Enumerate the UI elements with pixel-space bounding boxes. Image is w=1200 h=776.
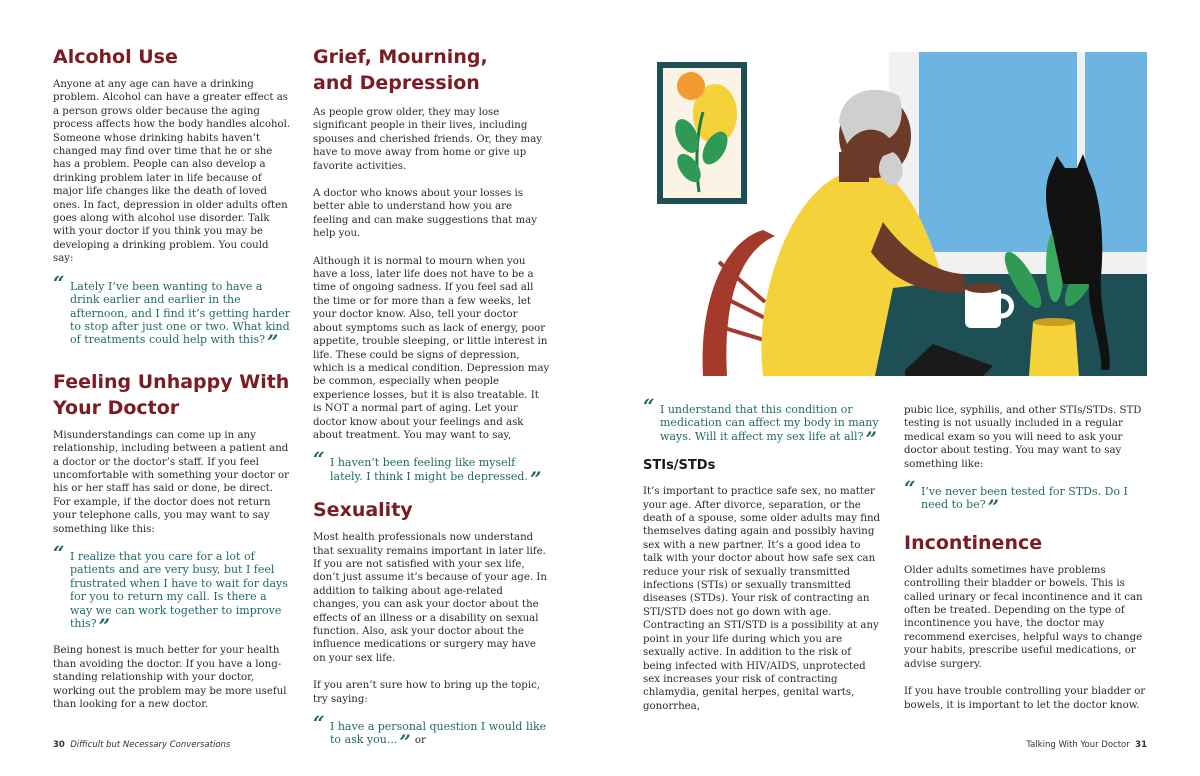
heading-grief-line1: Grief, Mourning, (313, 46, 488, 68)
illustration-man-at-table (643, 52, 1147, 376)
close-quote-icon: ” (399, 730, 411, 755)
sexuality-p1: Most health professionals now understand that sexuality remains important in later life. If you are not satisfied with your sex life, don’t just assume it’s because of your age. In addition to talking about age-related changes, you can ask your doctor about the effects of an illness or a disability on sexual function. Also, ask your doctor about the influence medications or surgery may have on your sex life. (313, 532, 547, 664)
close-quote-icon: ” (529, 466, 542, 491)
quote-sexuality-tail: or (414, 735, 426, 747)
close-quote-icon: ” (267, 330, 279, 355)
column-3 (643, 394, 881, 727)
column-4 (904, 404, 1146, 726)
heading-alcohol-use: Alcohol Use (53, 46, 178, 68)
grief-p1: As people grow older, they may lose significant people in their lives, including spouses and cherished friends. Or, they may have to move away from home or give up favorite activities. (313, 107, 543, 172)
column-2 (313, 44, 550, 762)
close-quote-icon: ” (865, 426, 877, 451)
quote-alcohol (53, 270, 291, 355)
heading-sexuality: Sexuality (313, 499, 413, 522)
unhappy-body: Misunderstandings can come up in any relationship, including between a patient and a doctor or the doctor’s staff. If you feel uncomfortable with something your doctor or his or her staff has said or done, be direct. For example, if the doctor does not return your telephone calls, you may want to say something like this: (53, 429, 290, 535)
page-number-right: 31 (1135, 740, 1147, 750)
quote-grief-text: I haven’t been feeling like myself lately. I think I might be depressed. (330, 456, 528, 483)
close-quote-icon: ” (98, 614, 111, 638)
window-sky-shape (919, 52, 1147, 252)
close-quote-icon: ” (987, 495, 1000, 520)
open-quote-icon: “ (643, 394, 655, 418)
stis-body-cont: pubic lice, syphilis, and other STIs/STDs. STD testing is not usually included in a regular medical exam so you will need to ask your doctor about testing. You may want to say something like: (904, 405, 1142, 470)
open-quote-icon: “ (313, 711, 325, 736)
quote-condition (643, 394, 881, 451)
grief-p2: A doctor who knows about your losses is better able to understand how you are feeling and can make suggestions that may help you. (313, 188, 537, 240)
open-quote-icon: “ (53, 540, 65, 565)
unhappy-body-2: Being honest is much better for your health than avoiding the doctor. If you have a long-standing relationship with your doctor, working out the problem may be more useful than looking for a new doctor. (53, 645, 287, 711)
footer-right-title: Talking With Your Doctor (1026, 740, 1130, 750)
open-quote-icon: “ (53, 270, 65, 295)
heading-incontinence: Incontinence (904, 531, 1043, 554)
heading-grief-line2: and Depression (313, 72, 480, 94)
sexuality-p2: If you aren’t sure how to bring up the topic, try saying: (313, 680, 541, 705)
quote-unhappy (53, 540, 291, 638)
grief-p3: Although it is normal to mourn when you have a loss, later life does not have to be a time of ongoing sadness. If you feel sad all the time or for more than a few weeks, let your doctor know. Also, tell your doctor about symptoms such as lack of energy, poor appetite, trouble sleeping, or little interest in life. These could be signs of depression, which is a medical condition. Depression may be common, especially when people experience losses, but it is also treatable. It is NOT a normal part of aging. Let your doctor know about your feelings and ask about treatment. You may want to say, (313, 255, 550, 441)
heading-stis-stds: STIs/STDs (643, 458, 716, 474)
footer-left (53, 740, 230, 750)
open-quote-icon: “ (313, 447, 325, 472)
open-quote-icon: “ (904, 476, 916, 501)
quote-unhappy-text: I realize that you care for a lot of patients and are very busy, but I feel frustrated when I have to wait for days for you to return my call. Is there a way we can work together to improve this? (70, 549, 288, 630)
quote-sexuality (313, 711, 550, 755)
page-number-left: 30 (53, 740, 65, 750)
column-1 (53, 44, 291, 725)
pot-shape (1029, 322, 1079, 376)
quote-stds-text: I’ve never been tested for STDs. Do I need to be? (921, 485, 1128, 512)
quote-alcohol-text: Lately I’ve been wanting to have a drink earlier and earlier in the afternoon, and I find it’s getting harder to stop after just one or two. What kind of treatments could help with this? (70, 279, 291, 347)
heading-grief (313, 44, 550, 96)
quote-stds (904, 476, 1146, 520)
footer-left-title: Difficult but Necessary Conversations (70, 740, 231, 750)
stis-body: It’s important to practice safe sex, no matter your age. After divorce, separation, or the death of a spouse, some older adults may find themselves dating again and possibly having sex with a new partner. It’s a good idea to talk with your doctor about how safe sex can reduce your risk of sexually transmitted infections (STIs) or sexually transmitted diseases (STDs). Your risk of contracting an STI/STD does not go down with age. Contracting an STI/STD is a possibility at any point in your life during which you are sexually active. In addition to the risk of being infected with HIV/AIDS, unprotected sex increases your risk of contracting chlamydia, genital herpes, genital warts, gonorrhea, (643, 486, 881, 712)
heading-feeling-unhappy: Feeling Unhappy With Your Doctor (53, 370, 290, 419)
incontinence-p2: If you have trouble controlling your bladder or bowels, it is important to let the doctor know. (904, 686, 1146, 711)
incontinence-p1: Older adults sometimes have problems controlling their bladder or bowels. This is called urinary or fecal incontinence and it can often be treated. Depending on the type of incontinence you have, the doctor may recommend exercises, helpful ways to change your habits, prescribe useful medications, or advise surgery. (904, 564, 1143, 670)
quote-sexuality-text: I have a personal question I would like to ask you... (330, 720, 547, 747)
alcohol-body: Anyone at any age can have a drinking problem. Alcohol can have a greater effect as a person grows older because the aging process affects how the body handles alcohol. Someone whose drinking habits haven’t changed may find over time that he or she has a problem. People can also develop a drinking problem later in life because of major life changes like the death of loved ones. In fact, depression in older adults often goes along with alcohol use disorder. Talk with your doctor if you think you may be developing a drinking problem. You could say: (53, 79, 291, 265)
quote-condition-text: I understand that this condition or medication can affect my body in many ways. Will it affect my sex life at all? (660, 403, 879, 443)
footer-right (1026, 740, 1147, 750)
quote-grief (313, 447, 550, 491)
